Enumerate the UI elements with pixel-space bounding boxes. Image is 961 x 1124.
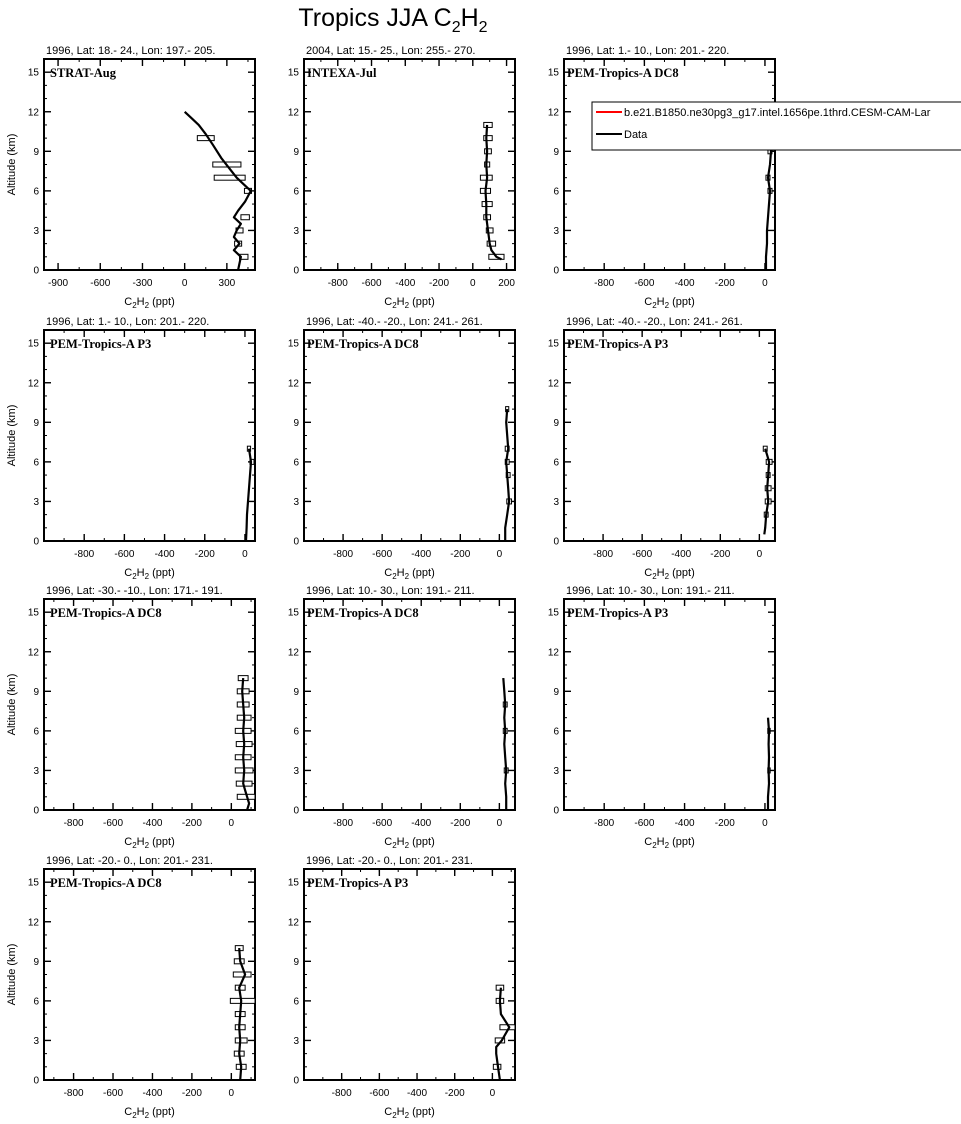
plot-frame <box>304 330 515 541</box>
panel-header: 1996, Lat: 18.- 24., Lon: 197.- 205. <box>46 45 216 57</box>
x-tick-label: -200 <box>710 549 731 560</box>
panel-header: 1996, Lat: 10.- 30., Lon: 191.- 211. <box>306 585 475 597</box>
y-tick-label: 15 <box>27 67 39 79</box>
x-tick-label: 0 <box>496 818 503 829</box>
y-tick-label: 15 <box>287 877 299 889</box>
y-tick-label: 9 <box>293 417 299 429</box>
x-axis-label: $C_2H_2$ (ppt) <box>384 836 435 850</box>
y-tick-label: 0 <box>553 265 559 277</box>
plot-frame <box>44 599 255 810</box>
figure-title: Tropics JJA $C_2H_2$ <box>298 4 488 36</box>
panel-7 <box>6 585 255 850</box>
x-tick-label: 0 <box>489 1088 496 1099</box>
y-tick-label: 6 <box>33 186 39 198</box>
y-tick-label: 12 <box>547 107 559 119</box>
y-tick-label: 6 <box>293 457 299 469</box>
plot-frame <box>564 330 775 541</box>
panel-label: PEM-Tropics-A DC8 <box>50 606 162 620</box>
panel-header: 1996, Lat: 1.- 10., Lon: 201.- 220. <box>46 316 210 328</box>
y-tick-label: 9 <box>33 956 39 968</box>
x-tick-label: -600 <box>372 549 393 560</box>
x-axis-label: $C_2H_2$ (ppt) <box>124 296 175 310</box>
y-tick-label: 9 <box>553 686 559 698</box>
y-tick-label: 12 <box>27 647 39 659</box>
plot-frame <box>44 330 255 541</box>
x-tick-label: 0 <box>228 1088 235 1099</box>
x-tick-label: -200 <box>450 549 471 560</box>
y-tick-label: 0 <box>33 1075 39 1087</box>
x-tick-label: -400 <box>674 818 695 829</box>
data-line <box>503 678 506 810</box>
y-tick-label: 12 <box>27 107 39 119</box>
y-tick-label: 6 <box>33 996 39 1008</box>
y-tick-label: 15 <box>27 877 39 889</box>
x-tick-label: -800 <box>327 278 348 289</box>
x-tick-label: -400 <box>395 278 416 289</box>
x-tick-label: 300 <box>218 278 236 289</box>
plot-frame <box>564 599 775 810</box>
x-tick-label: -300 <box>132 278 153 289</box>
panel-header: 1996, Lat: -40.- -20., Lon: 241.- 261. <box>306 316 483 328</box>
y-tick-label: 3 <box>553 765 559 777</box>
panel-6 <box>548 316 775 581</box>
x-tick-label: -800 <box>594 818 615 829</box>
x-tick-label: -400 <box>407 1088 428 1099</box>
x-tick-label: -200 <box>714 278 735 289</box>
panel-header: 2004, Lat: 15.- 25., Lon: 255.- 270. <box>306 45 476 57</box>
y-tick-label: 0 <box>293 805 299 817</box>
y-tick-label: 0 <box>33 265 39 277</box>
y-tick-label: 3 <box>293 225 299 237</box>
y-tick-label: 12 <box>547 647 559 659</box>
y-tick-label: 15 <box>287 607 299 619</box>
plot-frame <box>304 59 515 270</box>
y-tick-label: 9 <box>553 417 559 429</box>
y-tick-label: 6 <box>293 726 299 738</box>
y-tick-label: 3 <box>33 496 39 508</box>
panel-label: PEM-Tropics-A DC8 <box>567 66 679 80</box>
legend <box>592 102 961 150</box>
data-line <box>768 718 769 810</box>
x-axis-label: $C_2H_2$ (ppt) <box>384 567 435 581</box>
y-tick-label: 15 <box>547 338 559 350</box>
data-box <box>230 998 255 1003</box>
y-tick-label: 9 <box>33 686 39 698</box>
data-box <box>241 215 249 220</box>
x-tick-label: -200 <box>181 1088 202 1099</box>
y-tick-label: 0 <box>553 805 559 817</box>
y-tick-label: 9 <box>553 146 559 158</box>
plot-frame <box>564 59 775 270</box>
y-tick-label: 12 <box>27 378 39 390</box>
data-box <box>484 136 492 141</box>
y-tick-label: 15 <box>27 607 39 619</box>
x-tick-label: 0 <box>762 818 768 829</box>
x-tick-label: 200 <box>498 278 515 289</box>
y-tick-label: 0 <box>553 536 559 548</box>
x-tick-label: -900 <box>48 278 69 289</box>
x-tick-label: -600 <box>634 278 655 289</box>
y-tick-label: 0 <box>33 805 39 817</box>
legend-model-label: b.e21.B1850.ne30pg3_g17.intel.1656pe.1thrd.CESM-CAM-Lar <box>624 107 931 119</box>
x-tick-label: -200 <box>714 818 735 829</box>
panel-label: PEM-Tropics-A DC8 <box>307 606 419 620</box>
y-tick-label: 9 <box>293 956 299 968</box>
x-tick-label: 0 <box>762 278 768 289</box>
panel-header: 1996, Lat: -40.- -20., Lon: 241.- 261. <box>566 316 743 328</box>
panel-label: PEM-Tropics-A P3 <box>307 876 409 890</box>
x-tick-label: -800 <box>594 278 615 289</box>
panel-label: PEM-Tropics-A DC8 <box>307 337 419 351</box>
panel-4 <box>6 316 255 581</box>
panel-1 <box>6 45 255 310</box>
panel-label: PEM-Tropics-A DC8 <box>50 876 162 890</box>
x-tick-label: -800 <box>333 818 354 829</box>
y-tick-label: 12 <box>287 647 299 659</box>
y-tick-label: 0 <box>293 265 299 277</box>
x-tick-label: -200 <box>450 818 471 829</box>
y-tick-label: 0 <box>33 536 39 548</box>
x-tick-label: -400 <box>671 549 692 560</box>
x-tick-label: -200 <box>181 818 202 829</box>
x-axis-label: $C_2H_2$ (ppt) <box>644 296 695 310</box>
x-tick-label: -600 <box>632 549 653 560</box>
panel-label: INTEXA-Jul <box>307 66 377 80</box>
x-tick-label: -400 <box>142 1088 163 1099</box>
x-axis-label: $C_2H_2$ (ppt) <box>644 836 695 850</box>
x-tick-label: -800 <box>74 549 95 560</box>
panel-9 <box>548 585 775 850</box>
x-axis-label: $C_2H_2$ (ppt) <box>124 836 175 850</box>
y-tick-label: 6 <box>553 457 559 469</box>
y-tick-label: 15 <box>287 67 299 79</box>
panel-3 <box>548 45 775 310</box>
panel-header: 1996, Lat: 1.- 10., Lon: 201.- 220. <box>566 45 730 57</box>
x-tick-label: 0 <box>756 549 763 560</box>
y-axis-label: Altitude (km) <box>6 673 18 736</box>
y-axis-label: Altitude (km) <box>6 943 18 1006</box>
panel-2 <box>288 45 515 310</box>
y-tick-label: 6 <box>293 996 299 1008</box>
y-axis-label: Altitude (km) <box>6 404 18 467</box>
plot-frame <box>304 869 515 1080</box>
y-tick-label: 6 <box>553 186 559 198</box>
panel-10 <box>6 855 255 1120</box>
data-box <box>197 136 214 141</box>
y-tick-label: 0 <box>293 1075 299 1087</box>
y-tick-label: 3 <box>293 496 299 508</box>
x-tick-label: -600 <box>103 1088 124 1099</box>
x-tick-label: -400 <box>154 549 175 560</box>
y-tick-label: 3 <box>293 765 299 777</box>
y-tick-label: 12 <box>287 378 299 390</box>
y-tick-label: 15 <box>27 338 39 350</box>
y-tick-label: 3 <box>553 225 559 237</box>
x-tick-label: 0 <box>228 818 235 829</box>
y-tick-label: 15 <box>547 67 559 79</box>
x-axis-label: $C_2H_2$ (ppt) <box>124 1106 175 1120</box>
legend-data-label: Data <box>624 129 648 141</box>
y-tick-label: 15 <box>287 338 299 350</box>
plot-frame <box>304 599 515 810</box>
x-axis-label: $C_2H_2$ (ppt) <box>124 567 175 581</box>
y-tick-label: 3 <box>293 1035 299 1047</box>
x-tick-label: -800 <box>63 1088 84 1099</box>
panel-header: 1996, Lat: 10.- 30., Lon: 191.- 211. <box>566 585 735 597</box>
x-tick-label: -200 <box>194 549 215 560</box>
x-tick-label: -600 <box>361 278 382 289</box>
x-tick-label: -400 <box>142 818 163 829</box>
y-tick-label: 12 <box>287 917 299 929</box>
x-tick-label: -600 <box>372 818 393 829</box>
x-tick-label: -400 <box>411 549 432 560</box>
panel-header: 1996, Lat: -20.- 0., Lon: 201.- 231. <box>306 855 473 867</box>
x-tick-label: -600 <box>369 1088 390 1099</box>
data-line <box>766 138 771 270</box>
panel-11 <box>288 855 515 1120</box>
y-tick-label: 0 <box>293 536 299 548</box>
panel-label: STRAT-Aug <box>50 66 116 80</box>
y-tick-label: 6 <box>33 457 39 469</box>
x-tick-label: -800 <box>333 549 354 560</box>
x-tick-label: 0 <box>242 549 248 560</box>
panel-header: 1996, Lat: -20.- 0., Lon: 201.- 231. <box>46 855 213 867</box>
y-tick-label: 9 <box>33 417 39 429</box>
x-tick-label: -400 <box>411 818 432 829</box>
x-tick-label: -600 <box>114 549 135 560</box>
x-tick-label: 0 <box>470 278 476 289</box>
y-tick-label: 6 <box>293 186 299 198</box>
panel-label: PEM-Tropics-A P3 <box>567 606 669 620</box>
x-tick-label: -600 <box>103 818 124 829</box>
y-tick-label: 6 <box>33 726 39 738</box>
y-tick-label: 15 <box>547 607 559 619</box>
y-tick-label: 3 <box>553 496 559 508</box>
x-tick-label: -800 <box>593 549 614 560</box>
y-tick-label: 9 <box>293 146 299 158</box>
panel-grid <box>6 45 775 1120</box>
panel-header: 1996, Lat: -30.- -10., Lon: 171.- 191. <box>46 585 223 597</box>
y-tick-label: 9 <box>293 686 299 698</box>
y-tick-label: 12 <box>27 917 39 929</box>
x-tick-label: -400 <box>674 278 695 289</box>
x-tick-label: 0 <box>181 278 188 289</box>
x-tick-label: -200 <box>444 1088 465 1099</box>
y-tick-label: 6 <box>553 726 559 738</box>
panel-label: PEM-Tropics-A P3 <box>567 337 669 351</box>
x-axis-label: $C_2H_2$ (ppt) <box>644 567 695 581</box>
panel-5 <box>288 316 515 581</box>
x-tick-label: -200 <box>429 278 450 289</box>
y-tick-label: 9 <box>33 146 39 158</box>
x-tick-label: -800 <box>63 818 84 829</box>
panel-8 <box>288 585 515 850</box>
x-tick-label: -600 <box>634 818 655 829</box>
y-tick-label: 3 <box>33 225 39 237</box>
y-tick-label: 12 <box>547 378 559 390</box>
y-tick-label: 3 <box>33 765 39 777</box>
x-tick-label: 0 <box>496 549 503 560</box>
y-tick-label: 12 <box>287 107 299 119</box>
plot-frame <box>44 869 255 1080</box>
x-axis-label: $C_2H_2$ (ppt) <box>384 296 435 310</box>
y-axis-label: Altitude (km) <box>6 133 18 196</box>
x-axis-label: $C_2H_2$ (ppt) <box>384 1106 435 1120</box>
data-box <box>214 175 245 180</box>
x-tick-label: -800 <box>331 1088 352 1099</box>
data-box <box>233 972 251 977</box>
x-tick-label: -600 <box>90 278 111 289</box>
y-tick-label: 3 <box>33 1035 39 1047</box>
panel-label: PEM-Tropics-A P3 <box>50 337 152 351</box>
